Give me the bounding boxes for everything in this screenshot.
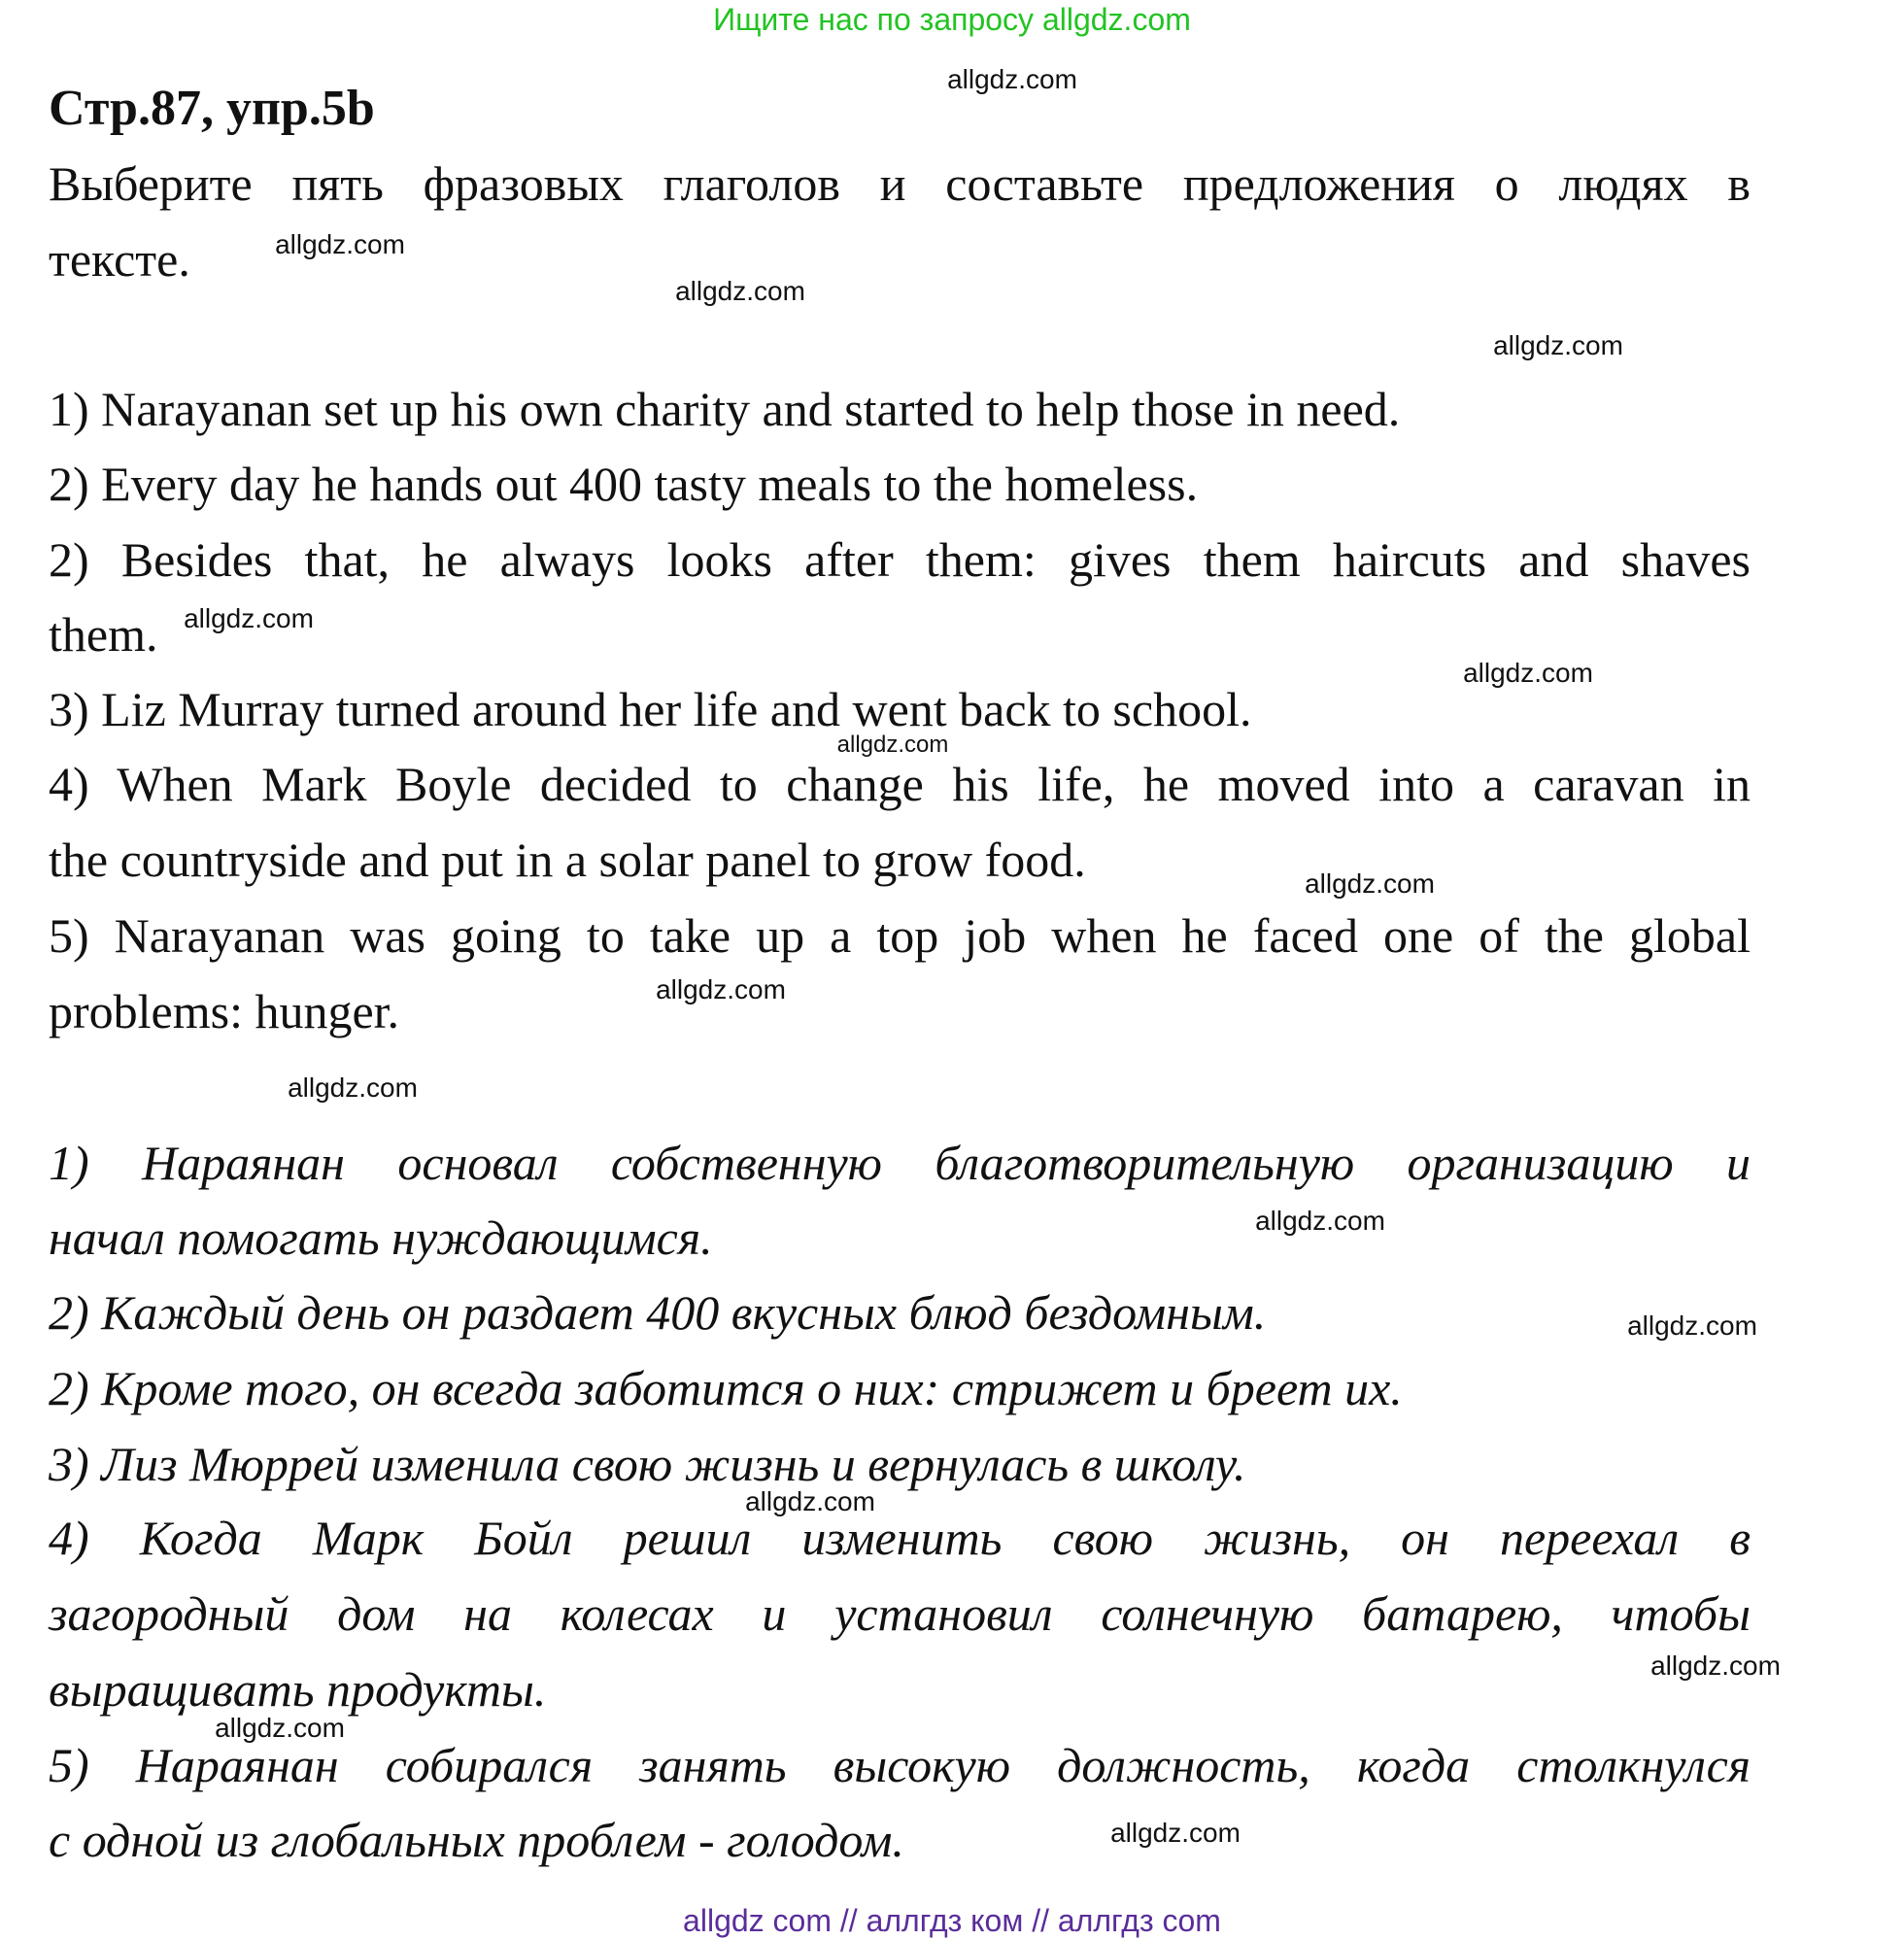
instruction-line: Выберите пять фразовых глаголов и составьте предложения о людях в <box>49 156 1751 211</box>
watermark: allgdz.com <box>1255 1206 1385 1236</box>
watermark: allgdz.com <box>656 974 786 1004</box>
english-line: them. <box>49 607 158 662</box>
watermark: allgdz.com <box>947 64 1077 94</box>
watermark: allgdz.com <box>1110 1818 1241 1848</box>
english-line: problems: hunger. <box>49 984 400 1038</box>
english-line: the countryside and put in a solar panel to grow food. <box>49 833 1086 887</box>
watermark: allgdz.com <box>1650 1651 1781 1681</box>
english-line: 4) When Mark Boyle decided to change his life, he moved into a caravan in <box>49 757 1751 811</box>
top-banner: Ищите нас по запросу allgdz.com <box>713 2 1191 37</box>
watermark: allgdz.com <box>675 276 805 306</box>
english-line: 2) Besides that, he always looks after them: gives them haircuts and shaves <box>49 532 1751 587</box>
watermark: allgdz.com <box>836 732 949 758</box>
page-title: Стр.87, упр.5b <box>49 81 375 136</box>
russian-line: с одной из глобальных проблем - голодом. <box>49 1813 904 1867</box>
watermark: allgdz.com <box>215 1713 345 1743</box>
bottom-banner: allgdz com // аллгдз ком // аллгдз com <box>683 1903 1221 1938</box>
russian-line: начал помогать нуждающимся. <box>49 1210 713 1265</box>
russian-line: 4) Когда Марк Бойл решил изменить свою жизнь, он переехал в <box>49 1511 1751 1565</box>
russian-line: 1) Нараянан основал собственную благотворительную организацию и <box>49 1136 1751 1190</box>
watermark: allgdz.com <box>275 229 405 259</box>
russian-line: загородный дом на колесах и установил солнечную батарею, чтобы <box>49 1586 1751 1641</box>
english-line: 3) Liz Murray turned around her life and went back to school. <box>49 682 1252 736</box>
english-line: 1) Narayanan set up his own charity and started to help those in need. <box>49 382 1401 436</box>
russian-line: 2) Кроме того, он всегда заботится о них: стрижет и бреет их. <box>49 1361 1403 1415</box>
russian-line: выращивать продукты. <box>49 1662 547 1717</box>
watermark: allgdz.com <box>1463 658 1593 688</box>
english-line: 5) Narayanan was going to take up a top job when he faced one of the global <box>49 908 1751 963</box>
watermark: allgdz.com <box>288 1072 418 1103</box>
watermark: allgdz.com <box>184 603 314 633</box>
russian-line: 5) Нараянан собирался занять высокую должность, когда столкнулся <box>49 1738 1751 1792</box>
russian-line: 3) Лиз Мюррей изменила свою жизнь и вернулась в школу. <box>49 1437 1246 1491</box>
watermark: allgdz.com <box>1493 330 1623 360</box>
english-line: 2) Every day he hands out 400 tasty meals to the homeless. <box>49 457 1199 511</box>
watermark: allgdz.com <box>1627 1310 1757 1341</box>
watermark: allgdz.com <box>1305 868 1435 899</box>
instruction-line: тексте. <box>49 232 190 287</box>
watermark: allgdz.com <box>745 1486 875 1516</box>
russian-line: 2) Каждый день он раздает 400 вкусных блюд бездомным. <box>49 1285 1267 1340</box>
